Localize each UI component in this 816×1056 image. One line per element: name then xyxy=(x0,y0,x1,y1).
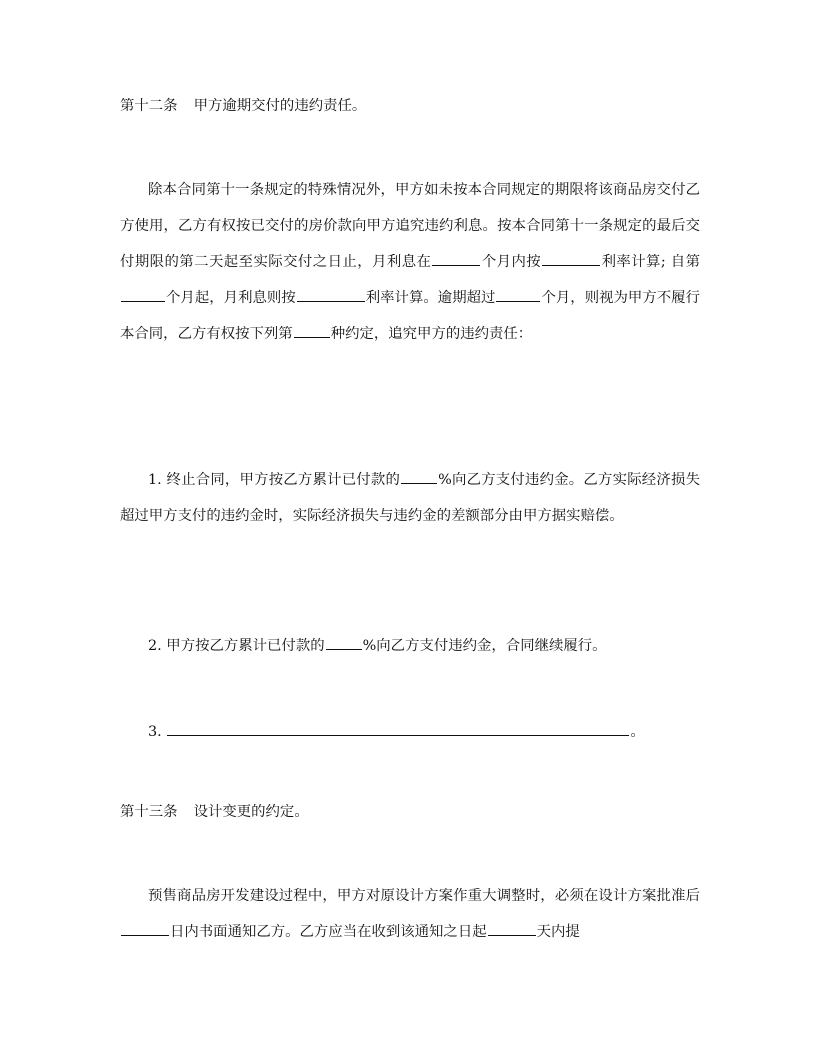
fill-blank-response-days[interactable] xyxy=(488,917,536,936)
text-run: 3. xyxy=(148,724,162,740)
text-run: %向乙方支付违约金。乙方实际经济损失超过甲方支付的违约金时，实际经济损失与违约金的差额部分由甲方据实赔偿。 xyxy=(120,472,700,524)
article-13-number: 第十三条 xyxy=(120,804,178,820)
article-12-number: 第十二条 xyxy=(120,98,178,114)
article-13-heading xyxy=(120,794,700,830)
fill-blank-custom-term[interactable] xyxy=(167,717,629,736)
article-12-title: 甲方逾期交付的违约责任。 xyxy=(193,98,367,114)
text-run: 1. 终止合同，甲方按乙方累计已付款的 xyxy=(148,472,401,488)
text-run: 个月起，月利息则按 xyxy=(166,290,296,306)
fill-blank-month-start[interactable] xyxy=(121,283,165,302)
article-12-heading xyxy=(120,88,700,124)
text-run: %向乙方支付违约金，合同继续履行。 xyxy=(362,638,607,654)
fill-blank-notice-days[interactable] xyxy=(121,917,169,936)
text-run: 个月，则视为甲方不履行本合同，乙方有权按下列第 xyxy=(120,290,700,342)
article-12-item-3 xyxy=(120,714,700,750)
fill-blank-overdue-months[interactable] xyxy=(496,283,540,302)
text-run: 利率计算; 自第 xyxy=(601,254,700,270)
fill-blank-months[interactable] xyxy=(432,247,480,266)
text-run: 2. 甲方按乙方累计已付款的 xyxy=(148,638,325,654)
article-13-paragraph xyxy=(120,878,700,950)
text-run: 种约定，追究甲方的违约责任： xyxy=(330,326,533,342)
article-12-item-2 xyxy=(120,628,700,664)
text-run: 天内提 xyxy=(536,924,580,940)
fill-blank-percent-1[interactable] xyxy=(401,465,437,484)
article-13-title: 设计变更的约定。 xyxy=(193,804,309,820)
article-12-paragraph xyxy=(120,172,700,352)
fill-blank-option-no[interactable] xyxy=(294,319,330,338)
fill-blank-rate-2[interactable] xyxy=(297,283,365,302)
text-run: 个月内按 xyxy=(481,254,542,270)
text-run: 。 xyxy=(630,724,645,740)
text-run: 除本合同第十一条规定的特殊情况外，甲方如未按本合同规定的期限将该商品房交付乙方使用，乙方有权按已交付的房价款向甲方追究违约利息。按本合同第十一条规定的最后交付期限的第二天起至实际交付之日止，月利息在 xyxy=(120,182,700,270)
text-run: 利率计算。逾期超过 xyxy=(365,290,496,306)
text-run: 日内书面通知乙方。乙方应当在收到该通知之日起 xyxy=(170,924,487,940)
fill-blank-rate-1[interactable] xyxy=(542,247,600,266)
article-12-item-1 xyxy=(120,462,700,534)
fill-blank-percent-2[interactable] xyxy=(326,631,362,650)
text-run: 预售商品房开发建设过程中，甲方对原设计方案作重大调整时，必须在设计方案批准后 xyxy=(148,888,700,904)
